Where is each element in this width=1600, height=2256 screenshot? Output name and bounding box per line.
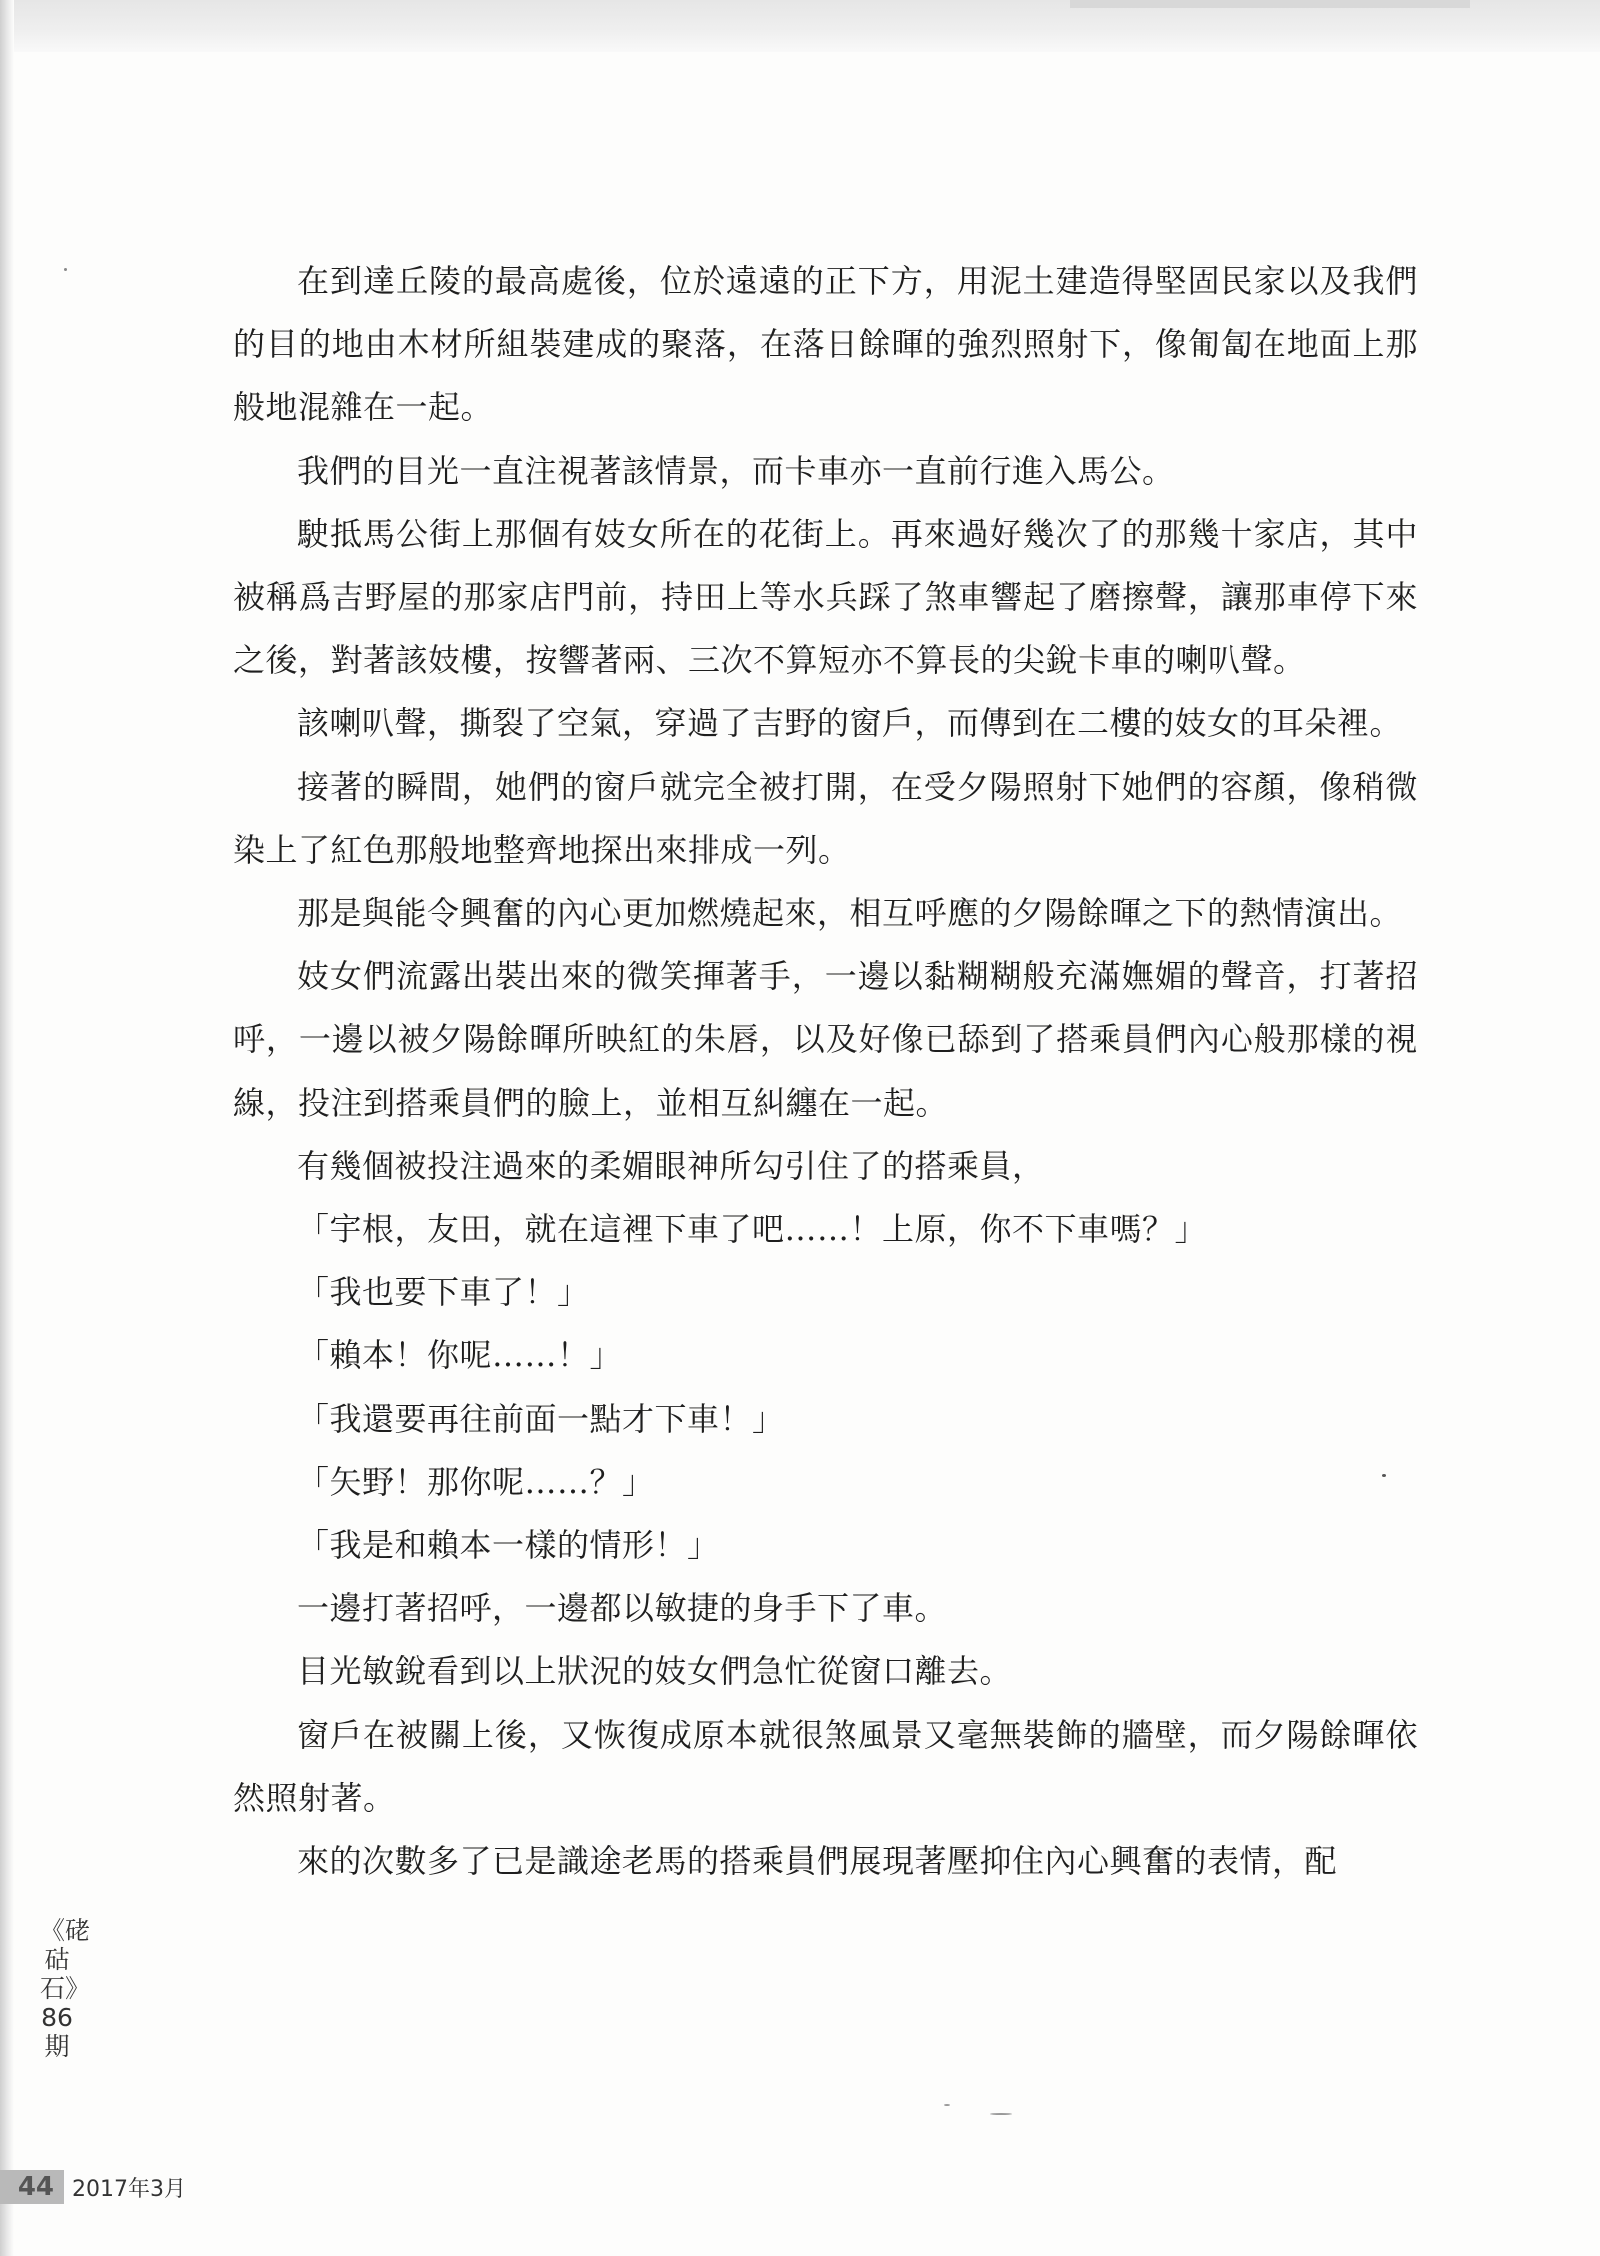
dialogue-line: 「我也要下車了！」 [297, 1273, 590, 1312]
paragraph: 來的次數多了已是識途老馬的搭乘員們展現著壓抑住內心興奮的表情，配 [297, 1842, 1338, 1881]
page-footer [0, 2170, 186, 2204]
article-body [233, 250, 1418, 1893]
paragraph: 妓女們流露出裝出來的微笑揮著手，一邊以黏糊糊般充滿嫵媚的聲音，打著招呼，一邊以被夕陽餘暉所映紅的朱唇，以及好像已舔到了搭乘員們內心般那樣的視線，投注到搭乘員們的臉上，並相互糾纏在一起。 [233, 957, 1418, 1122]
dialogue-line: 「賴本！你呢……！」 [297, 1336, 623, 1375]
paragraph: 駛抵馬公街上那個有妓女所在的花街上。再來過好幾次了的那幾十家店，其中被稱爲吉野屋的那家店門前，持田上等水兵踩了煞車響起了磨擦聲，讓那車停下來之後，對著該妓樓，按響著兩、三次不算短亦不算長的尖銳卡車的喇叭聲。 [233, 514, 1418, 680]
paragraph: 我們的目光一直注視著該情景，而卡車亦一直前行進入馬公。 [297, 451, 1175, 490]
dialogue-line: 「我還要再往前面一點才下車！」 [297, 1399, 785, 1438]
scan-top-mark [1070, 0, 1470, 8]
issue-date: 2017年3月 [72, 2176, 186, 2202]
dialogue-line: 「我是和賴本一樣的情形！」 [297, 1526, 720, 1565]
scan-left-shade [0, 0, 14, 2256]
dialogue-line: 「宇根，友田，就在這裡下車了吧……！上原，你不下車嗎？」 [297, 1210, 1208, 1249]
scan-speck [990, 2113, 1012, 2115]
paragraph: 一邊打著招呼，一邊都以敏捷的身手下了車。 [297, 1589, 948, 1628]
scan-speck [64, 268, 67, 271]
paragraph: 窗戶在被關上後，又恢復成原本就很煞風景又毫無裝飾的牆壁，而夕陽餘暉依然照射著。 [233, 1715, 1418, 1817]
paragraph: 目光敏銳看到以上狀況的妓女們急忙從窗口離去。 [297, 1652, 1013, 1691]
paragraph: 在到達丘陵的最高處後，位於遠遠的正下方，用泥土建造得堅固民家以及我們的目的地由木材所組裝建成的聚落，在落日餘暉的強烈照射下，像匍匐在地面上那般地混雜在一起。 [233, 262, 1418, 427]
paragraph: 那是與能令興奮的內心更加燃燒起來，相互呼應的夕陽餘暉之下的熱情演出。 [297, 894, 1403, 933]
paragraph: 該喇叭聲，撕裂了空氣，穿過了吉野的窗戶，而傳到在二樓的妓女的耳朵裡。 [297, 704, 1403, 743]
dialogue-line: 「矢野！那你呢……？」 [297, 1462, 655, 1501]
paragraph: 接著的瞬間，她們的窗戶就完全被打開，在受夕陽照射下她們的容顏，像稍微染上了紅色那般地整齊地探出來排成一列。 [233, 767, 1418, 869]
magazine-title-vertical: 《硓𥑮石》86期 [40, 1916, 91, 2061]
scan-speck [1382, 1474, 1386, 1477]
paragraph: 有幾個被投注過來的柔媚眼神所勾引住了的搭乘員， [297, 1146, 1045, 1185]
page-number: 44 [0, 2170, 64, 2204]
scan-speck [944, 2104, 950, 2106]
